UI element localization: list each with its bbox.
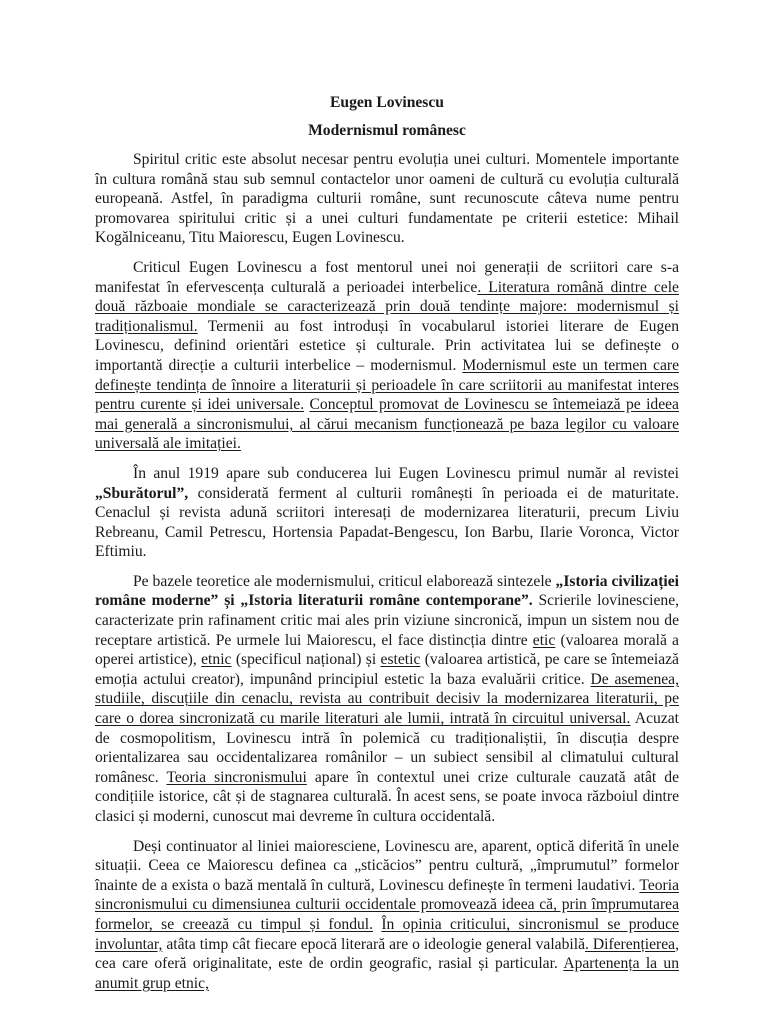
underlined-text: Teoria sincronismului bbox=[166, 768, 307, 786]
document-body bbox=[95, 150, 679, 1003]
paragraph-text: Pe bazele teoretice ale modernismului, criticul elaborează sintezele bbox=[133, 572, 556, 590]
underlined-text: Modernismul este un termen care definește tendința de înnoire a literaturii și perioadele în care scriitorii au manifestat interes pentru curente și idei universale. bbox=[95, 356, 680, 414]
paragraph-text: (valoarea morală a operei artistice), bbox=[95, 631, 679, 669]
underlined-text: Conceptul promovat de Lovinescu se întemeiază pe ideea mai generală a sincronismului, al cărui mecanism funcționează pe baza legilor cu valoare universală ale imitației. bbox=[95, 396, 679, 453]
paragraph bbox=[95, 837, 679, 994]
paragraph bbox=[95, 464, 679, 562]
paragraph bbox=[95, 258, 679, 454]
paragraph-text: Spiritul critic este absolut necesar pentru evoluția unei culturi. Momentele importante în cultura română stau sub semnul contactelor unor oameni de cultură cu evoluția culturală europeană. Astfel, în paradigma culturii române, sunt recunoscute câteva nume pentru promovarea spiritului critic și a unei culturi fundamentate pe criterii estetice: Mihail Kogălniceanu, Titu Maiorescu, Eugen Lovinescu. bbox=[95, 151, 679, 247]
paragraph-text: Acuzat de cosmopolitism, Lovinescu intră în polemică cu tradiționaliștii, în discuția despre orientalizarea sau occidentalizarea românilor – un subiect sensibil al climatului cultural românesc. bbox=[95, 710, 679, 786]
paragraph-text: considerată ferment al culturii românești în perioada ei de maturitate. Cenaclul și revista adună scriitori interesați de modernizarea literaturii, precum Liviu Rebreanu, Camil Petrescu, Hortensia Papadat-Bengescu, Ion Barbu, Ilarie Voronca, Victor Eftimiu. bbox=[95, 484, 679, 561]
underlined-text: . Diferențierea bbox=[585, 935, 676, 953]
paragraph bbox=[95, 572, 679, 827]
underlined-text: etic bbox=[532, 631, 556, 649]
underlined-text: De asemenea, studiile, discuțiile din cenaclu, revista au contribuit decisiv la modernizarea literaturii, pe care o dorea sincronizată cu marile literaturi ale lumii, intrată în circuitul universal. bbox=[95, 670, 679, 728]
paragraph-text: În anul 1919 apare sub conducerea lui Eugen Lovinescu primul număr al revistei bbox=[133, 464, 679, 482]
document-title: Eugen Lovinescu bbox=[330, 94, 444, 111]
bold-text: „Sburătorul”, bbox=[95, 484, 189, 502]
paragraph-text: Criticul Eugen Lovinescu a fost mentorul unei noi generații de scriitori care s-a manifestat în efervescența culturală a perioadei interbelice bbox=[95, 258, 679, 296]
underlined-text: etnic bbox=[201, 651, 232, 669]
underlined-text: . Literatura română dintre cele două războaie mondiale se caracterizează prin două tendințe majore: modernismul și tradiționalismul. bbox=[95, 278, 679, 335]
paragraph-text: , cea care oferă originalitate, este de ordin geografic, rasial și particular. bbox=[95, 935, 679, 973]
paragraph-text: Scrierile lovinesciene, caracterizate prin rafinament critic mai ales prin viziune sincronică, impun un sistem nou de receptare artistică. Pe urmele lui Maiorescu, el face distincția dintre bbox=[95, 592, 680, 649]
underlined-text: În opinia criticului, sincronismul se produce involuntar, bbox=[95, 915, 679, 953]
underlined-text: Apartenența la un anumit grup etnic, bbox=[95, 955, 680, 992]
paragraph-text: apare în contextul unei crize culturale cauzată atât de condițiile istorice, cât și de stagnarea culturală. În acest sens, se poate invoca războiul dintre clasici și moderni, cunoscut mai devreme în cultura occidentală. bbox=[95, 768, 679, 825]
paragraph-text: Deși continuator al liniei maioresciene, Lovinescu are, aparent, optică diferită în unele situații. Ceea ce Maiorescu definea ca „sticăcios” pentru cultură, „împrumutul” formelor înainte de a exista o bază mentală în cultură, Lovinescu definește în termeni laudativi. bbox=[95, 837, 679, 894]
paragraph bbox=[95, 150, 679, 248]
paragraph-text: (valoarea artistică, pe care se întemeiază emoția actului creator), impunând principiul estetic la baza evaluării critice. bbox=[95, 651, 679, 688]
document-subtitle: Modernismul românesc bbox=[308, 122, 466, 139]
paragraph-text: (specificul național) și bbox=[231, 651, 381, 669]
paragraph-text: atâta timp cât fiecare epocă literară are o ideologie general valabilă bbox=[162, 935, 585, 953]
underlined-text: Teoria sincronismului cu dimensiunea culturii occidentale promovează ideea că, prin împrumutarea formelor, se creează cu timpul și fondul. bbox=[95, 876, 679, 933]
underlined-text: estetic bbox=[380, 651, 421, 669]
bold-text: „Istoria civilizației române moderne” și „Istoria literaturii române contemporane”. bbox=[95, 572, 679, 610]
paragraph-text: Termenii au fost introduși în vocabularul istoriei literare de Eugen Lovinescu, definind orientări estetice și culturale. Prin activitatea lui se definește o importantă direcție a culturii interbelice – modernismul. bbox=[95, 317, 679, 374]
